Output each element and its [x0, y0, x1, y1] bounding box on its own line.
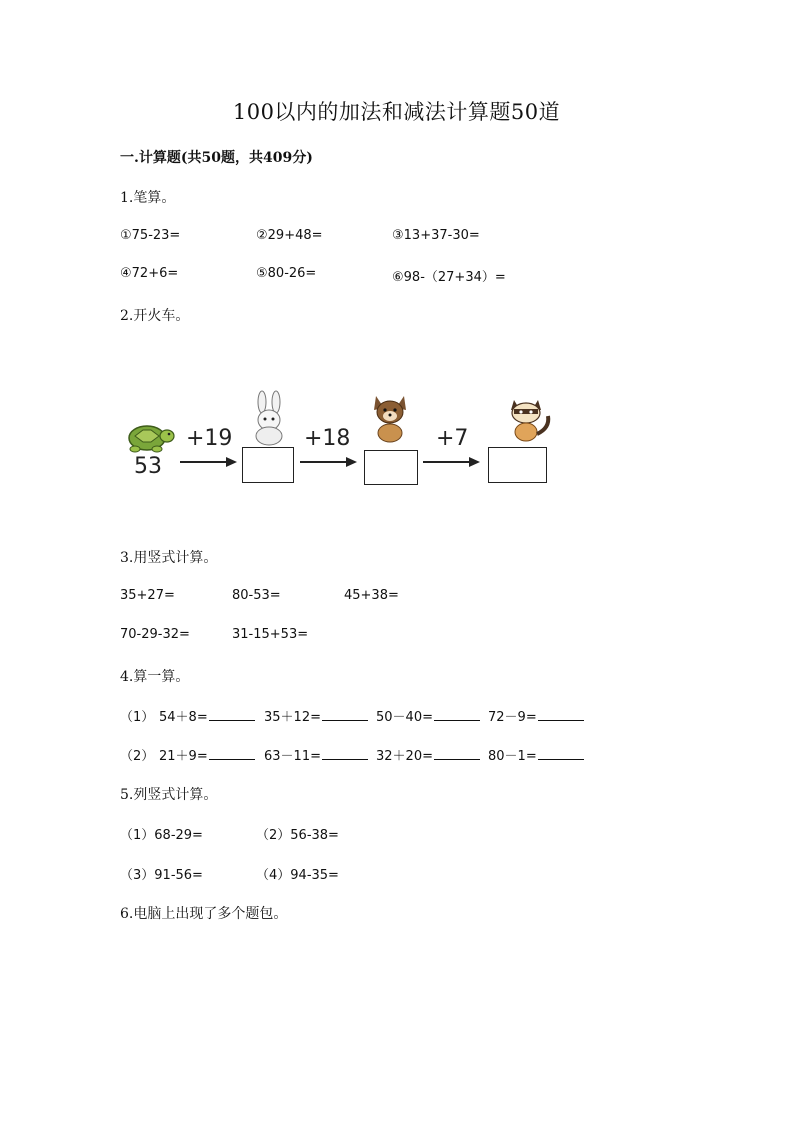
q4-row2-item-1: 21＋9= [159, 745, 255, 764]
answer-box-1[interactable] [242, 447, 294, 483]
q4-row2-item-3: 32＋20= [376, 745, 480, 764]
answer-blank[interactable] [434, 719, 480, 721]
q4-row1-item-2: 35＋12= [264, 706, 368, 725]
answer-box-3[interactable] [488, 447, 547, 483]
answer-blank[interactable] [434, 758, 480, 760]
arrow-right-icon [423, 456, 481, 468]
q4-row1-item-4: 72－9= [488, 706, 584, 725]
q4-row2-item-4: 80－1= [488, 745, 584, 764]
q3-item-3: 45+38= [344, 588, 399, 603]
arrow-right-icon [180, 456, 238, 468]
section-heading: 一.计算题(共50题，共409分) [120, 150, 313, 166]
q3-item-1: 35+27= [120, 588, 175, 603]
q3-item-5: 31-15+53= [232, 627, 309, 642]
q4-row-2-prefix: （2） [120, 749, 155, 764]
q3-item-2: 80-53= [232, 588, 281, 603]
question-2-heading: 2.开火车。 [120, 308, 190, 324]
turtle-icon [123, 416, 175, 456]
train-start-number: 53 [134, 454, 162, 479]
question-1-heading: 1.笔算。 [120, 190, 176, 206]
q5-item-3: （3）91-56= [120, 868, 203, 883]
question-3-heading: 3.用竖式计算。 [120, 550, 218, 566]
arrow-right-icon [300, 456, 358, 468]
question-4-heading: 4.算一算。 [120, 669, 190, 685]
train-step-2: +18 [304, 426, 351, 451]
question-6-heading: 6.电脑上出现了多个题包。 [120, 906, 288, 922]
answer-blank[interactable] [322, 758, 368, 760]
q5-item-1: （1）68-29= [120, 828, 203, 843]
q1-item-1: ①75-23= [120, 228, 181, 243]
q4-row1-item-3: 50－40= [376, 706, 480, 725]
q4-row-1-prefix: （1） [120, 710, 155, 725]
train-diagram [118, 380, 568, 500]
rabbit-icon [248, 390, 290, 446]
q1-item-6: ⑥98-（27+34）= [392, 270, 506, 285]
q1-item-4: ④72+6= [120, 266, 179, 281]
q1-item-5: ⑤80-26= [256, 266, 317, 281]
answer-box-2[interactable] [364, 450, 418, 485]
answer-blank[interactable] [538, 758, 584, 760]
answer-blank[interactable] [209, 719, 255, 721]
answer-blank[interactable] [538, 719, 584, 721]
page-title: 100以内的加法和减法计算题50道 [232, 100, 561, 124]
answer-blank[interactable] [322, 719, 368, 721]
q5-item-4: （4）94-35= [256, 868, 339, 883]
question-5-heading: 5.列竖式计算。 [120, 787, 218, 803]
cat-icon [506, 396, 554, 442]
q5-item-2: （2）56-38= [256, 828, 339, 843]
train-step-3: +7 [436, 426, 469, 451]
q4-row1-item-1: 54＋8= [159, 706, 255, 725]
q1-item-2: ②29+48= [256, 228, 323, 243]
answer-blank[interactable] [209, 758, 255, 760]
q1-item-3: ③13+37-30= [392, 228, 480, 243]
train-step-1: +19 [186, 426, 233, 451]
dog-icon [370, 392, 410, 444]
q4-row2-item-2: 63－11= [264, 745, 368, 764]
q3-item-4: 70-29-32= [120, 627, 190, 642]
